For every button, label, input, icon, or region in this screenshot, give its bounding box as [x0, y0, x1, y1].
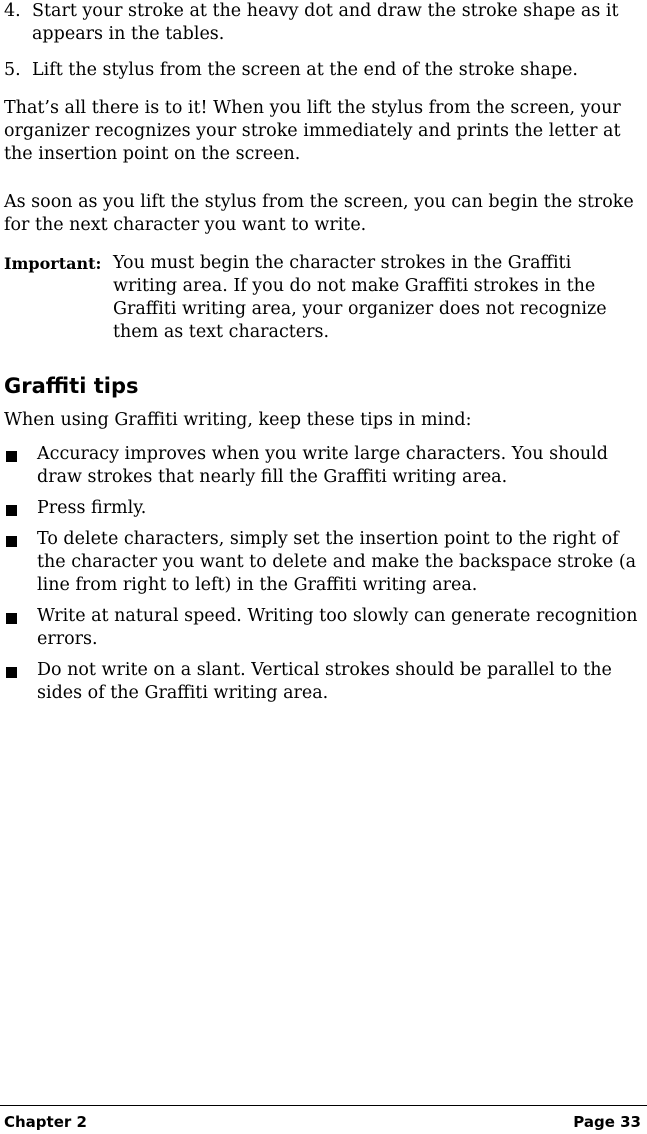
step-text: Lift the stylus from the screen at the end of the stroke shape.	[32, 60, 578, 80]
section-heading: Graffiti tips	[4, 374, 139, 398]
list-item	[4, 443, 640, 489]
list-item	[4, 528, 640, 597]
bullet-square-icon	[6, 536, 17, 547]
step-4	[4, 0, 640, 46]
section-intro: When using Graffiti writing, keep these tips in mind:	[4, 410, 472, 430]
footer-divider	[0, 1105, 647, 1106]
tip-text: Accuracy improves when you write large characters. You should draw strokes that nearly fill the Graffiti writing area.	[37, 444, 608, 487]
bullet-square-icon	[6, 667, 17, 678]
footer-page-number: Page 33	[573, 1113, 641, 1131]
bullet-square-icon	[6, 613, 17, 624]
paragraph-next-character: As soon as you lift the stylus from the screen, you can begin the stroke for the next character you want to write.	[4, 192, 634, 235]
tip-text: To delete characters, simply set the insertion point to the right of the character you want to delete and make the backspace stroke (a line from right to left) in the Graffiti writing area.	[37, 529, 637, 595]
step-5	[4, 59, 640, 82]
important-text: You must begin the character strokes in the Graffiti writing area. If you do not make Graffiti strokes in the Graffiti writing area, your organizer does not recognize them as text characters.	[113, 253, 607, 342]
list-item	[4, 497, 640, 520]
step-text: Start your stroke at the heavy dot and draw the stroke shape as it appears in the tables.	[32, 1, 619, 44]
step-number: 4.	[4, 1, 21, 21]
paragraph-recognition: That’s all there is to it! When you lift the stylus from the screen, your organizer recognizes your stroke immediately and prints the letter at the insertion point on the screen.	[4, 98, 621, 164]
bullet-square-icon	[6, 505, 17, 516]
step-number: 5.	[4, 60, 21, 80]
tips-list	[4, 443, 640, 713]
important-note	[4, 252, 640, 344]
list-item	[4, 605, 640, 651]
bullet-square-icon	[6, 451, 17, 462]
list-item	[4, 659, 640, 705]
tip-text: Write at natural speed. Writing too slowly can generate recognition errors.	[37, 606, 638, 649]
footer-chapter: Chapter 2	[4, 1113, 87, 1131]
tip-text: Press firmly.	[37, 498, 147, 518]
important-label: Important:	[4, 254, 102, 273]
tip-text: Do not write on a slant. Vertical strokes should be parallel to the sides of the Graffiti writing area.	[37, 660, 612, 703]
